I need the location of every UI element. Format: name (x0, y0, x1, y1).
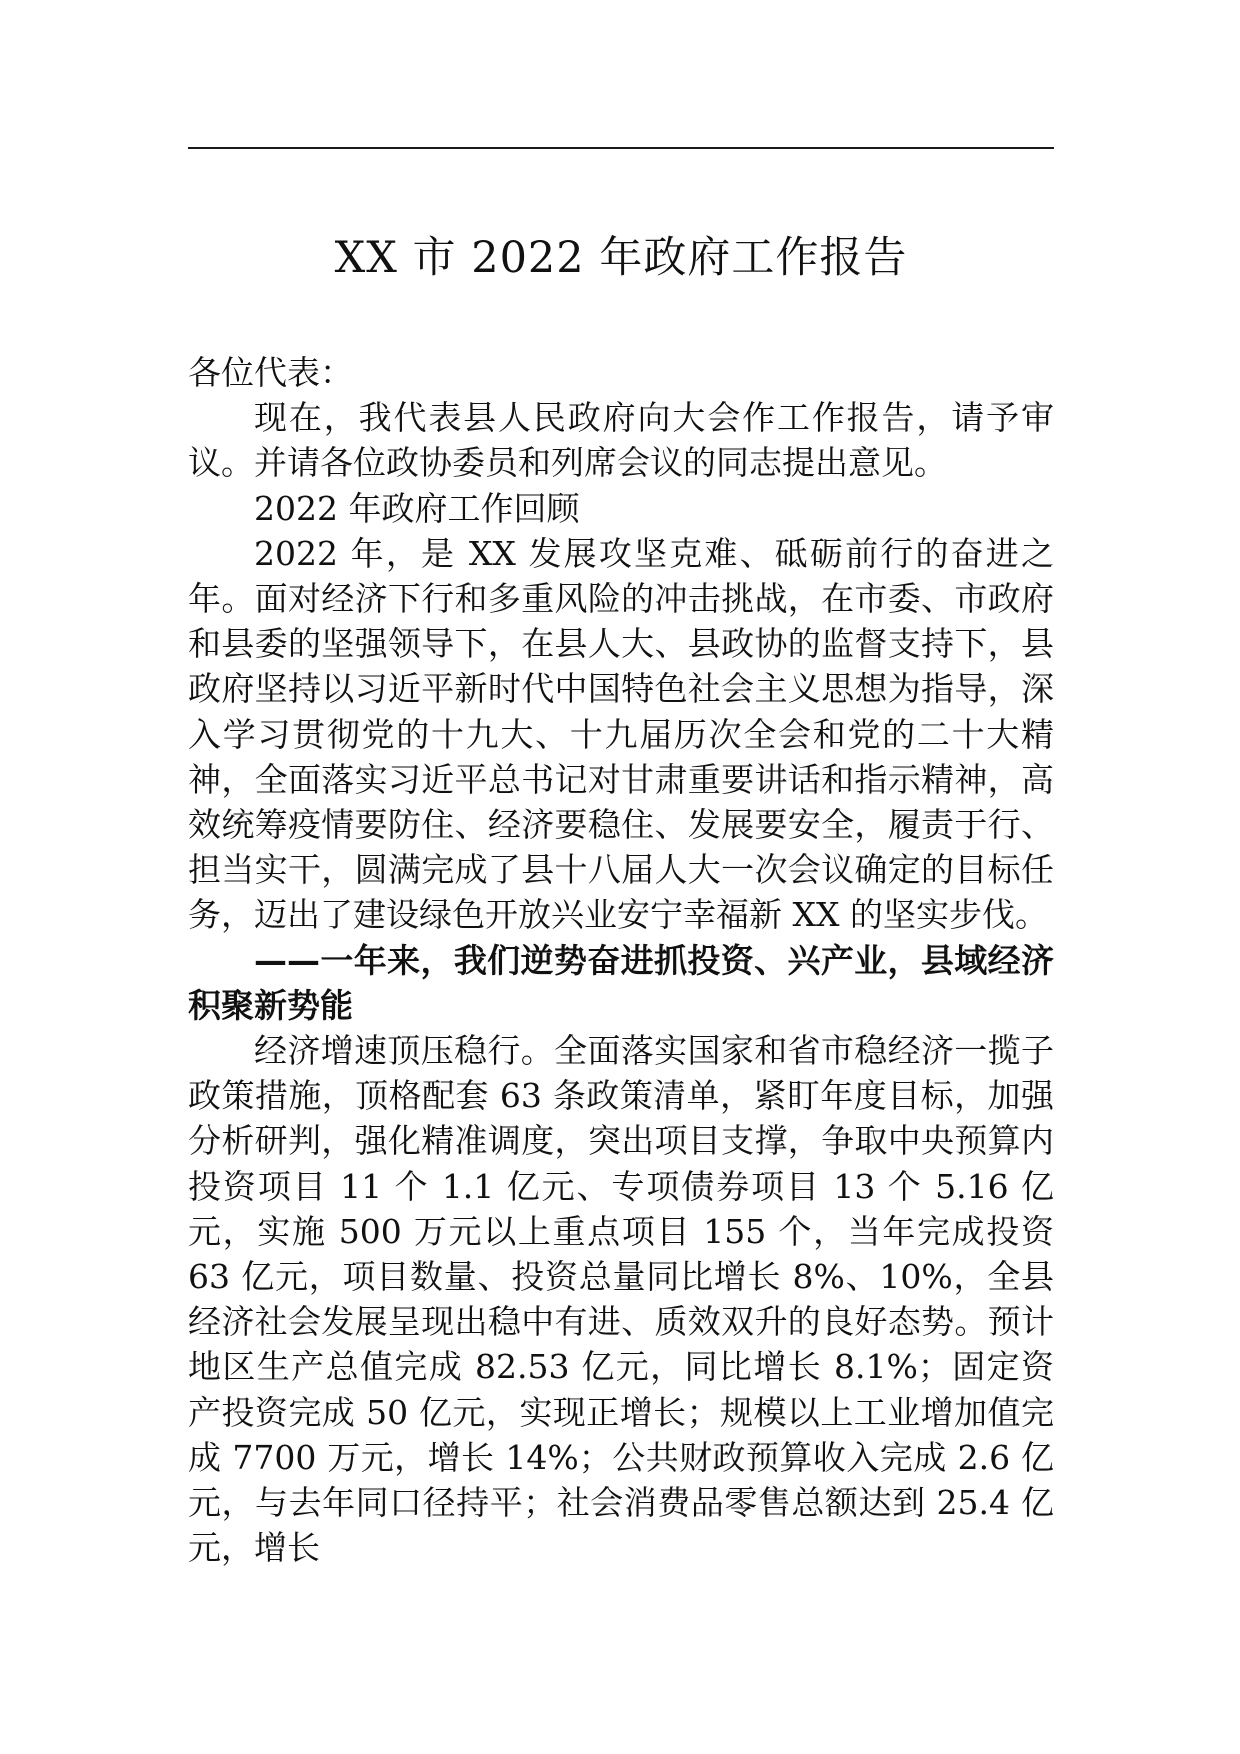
economy-paragraph: 经济增速顶压稳行。全面落实国家和省市稳经济一揽子政策措施，顶格配套 63 条政策清单，紧盯年度目标，加强分析研判，强化精准调度，突出项目支撑，争取中央预算内投资项目 11 个 1.1 亿元、专项债券项目 13 个 5.16 亿元，实施 500 万元以上重点项目 155 个，当年完成投资 63 亿元，项目数量、投资总量同比增长 8%、10%，全县经济社会发展呈现出稳中有进、质效双升的良好态势。预计地区生产总值完成 82.53 亿元，同比增长 8.1%；固定资产投资完成 50 亿元，实现正增长；规模以上工业增加值完成 7700 万元，增长 14%；公共财政预算收入完成 2.6 亿元，与去年同口径持平；社会消费品零售总额达到 25.4 亿元，增长 (188, 1031, 1054, 1568)
section-heading: 2022 年政府工作回顾 (254, 488, 580, 528)
document-body (188, 350, 1054, 1570)
salutation: 各位代表： (188, 353, 353, 392)
subsection-heading: ——一年来，我们逆势奋进抓投资、兴产业，县域经济积聚新势能 (188, 940, 1054, 1025)
header-rule (188, 147, 1054, 149)
review-paragraph: 2022 年，是 XX 发展攻坚克难、砥砺前行的奋进之年。面对经济下行和多重风险的冲击挑战，在市委、市政府和县委的坚强领导下，在县人大、县政协的监督支持下，县政府坚持以习近平新时代中国特色社会主义思想为指导，深入学习贯彻党的十九大、十九届历次全会和党的二十大精神，全面落实习近平总书记对甘肃重要讲话和指示精神，高效统筹疫情要防住、经济要稳住、发展要安全，履责于行、担当实干，圆满完成了县十八届人大一次会议确定的目标任务，迈出了建设绿色开放兴业安宁幸福新 XX 的坚实步伐。 (188, 533, 1054, 935)
document-page (188, 0, 1054, 1754)
opening-paragraph: 现在，我代表县人民政府向大会作工作报告，请予审议。并请各位政协委员和列席会议的同志提出意见。 (188, 398, 1054, 483)
document-title: XX 市 2022 年政府工作报告 (334, 233, 908, 283)
